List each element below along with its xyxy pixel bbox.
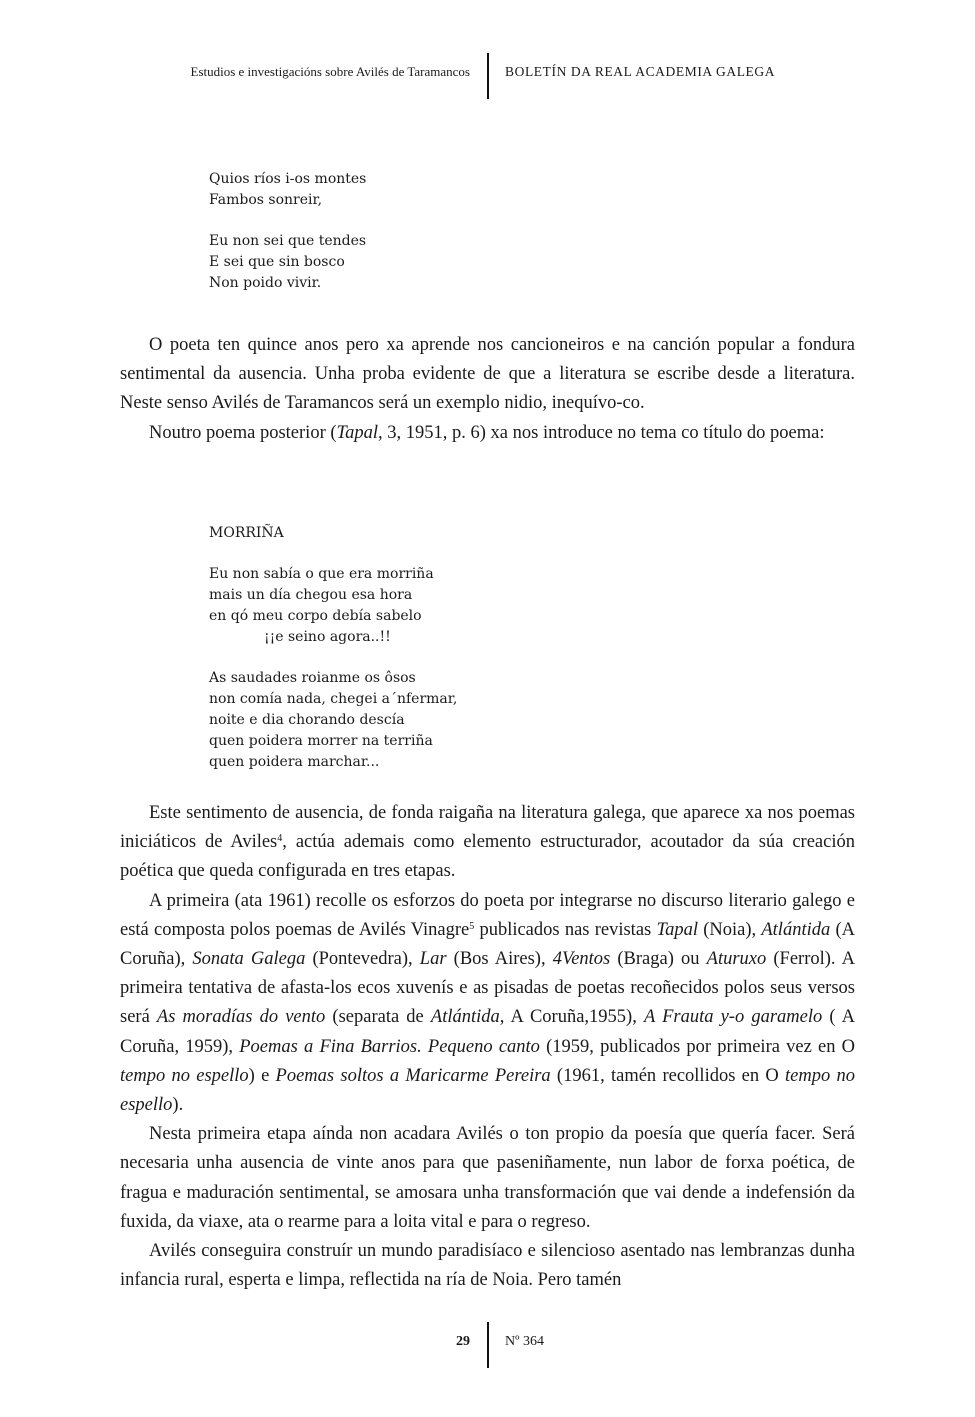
work-title: Tapal (656, 919, 698, 940)
poem-line: noite e dia chorando descía (209, 712, 405, 728)
work-title: As moradías do vento (156, 1007, 326, 1028)
poem-line: en qó meu corpo debía sabelo (209, 608, 422, 624)
poem-line: Quios ríos i-os montes (209, 171, 367, 187)
work-title: 4Ventos (552, 949, 611, 970)
poem-line: Non poido vivir. (209, 275, 322, 291)
paragraph (120, 887, 855, 1121)
paragraph: Noutro poema posterior (Tapal, 3, 1951, p. 6) xa nos introduce no tema co título do poema: (149, 422, 825, 443)
header-section-title: Estudios e investigacións sobre Avilés de Taramancos (190, 64, 470, 79)
issue-number: Nº 364 (505, 1334, 544, 1349)
work-title: Lar (419, 949, 447, 970)
text-run: ) e (248, 1065, 276, 1086)
paragraph: Este sentimento de ausencia, de fonda raigaña na literatura galega, que aparece xa nos poemas iniciáticos de Aviles$^4$, actúa ademais como elemento estructurador, acoutador da súa creación poética que queda configurada en tres etapas. (120, 803, 855, 882)
poem-line: ¡¡e seino agora..!! (264, 629, 391, 645)
text-run: publicados nas revistas (474, 919, 657, 940)
footnote-ref[interactable]: 4 (277, 833, 283, 845)
text-run: A primeira (ata 1961) recolle os esforzos do poeta por integrarse no discurso literario galego e está composta polos poemas de Avilés Vinagre (120, 890, 855, 940)
paragraph: Avilés conseguira construír un mundo paradisíaco e silencioso asentado nas lembranzas dunha infancia rural, esperta e limpa, reflectida na ría de Noia. Pero tamén (120, 1241, 855, 1291)
work-title: Aturuxo (706, 949, 767, 970)
body-paragraphs-2 (120, 799, 855, 1295)
work-title: tempo no espello (120, 1065, 249, 1086)
work-title: Atlántida (761, 919, 831, 940)
poem-morrina (209, 523, 457, 773)
poem-line: Fambos sonreir, (209, 192, 323, 208)
work-title: tempo no espello (120, 1065, 855, 1116)
paragraph: O poeta ten quince anos pero xa aprende nos cancioneiros e na canción popular a fondura sentimental da ausencia. Unha proba evidente de que a literatura se escribe desde a literatura. Neste senso Avilés de Taramancos será un exemplo nidio, inequívo-co. (120, 335, 855, 414)
text-run: ). (172, 1095, 184, 1116)
footnote-ref[interactable]: 5 (469, 920, 475, 932)
text-run: (Ferrol). A primeira tentativa de afasta-los ecos xuvenís e as pisadas de poetas recoñecidos polos seus versos será (120, 949, 855, 1028)
text-run: (A Coruña), (120, 919, 855, 970)
poem-line: Eu non sei que tendes (209, 233, 367, 249)
text-run: (Bos Aires), (446, 949, 553, 970)
text-run: (Noia), (697, 919, 762, 940)
work-title: A Frauta y-o garamelo (643, 1007, 823, 1028)
header-divider (487, 53, 489, 99)
page-number: 29 (456, 1334, 470, 1349)
text-run: (Braga) ou (610, 949, 707, 970)
poem-line: As saudades roianme os ôsos (209, 670, 416, 686)
poem-line: non comía nada, chegei a´nfermar, (209, 691, 458, 707)
poem-line: quen poidera marchar... (209, 754, 380, 770)
work-title: Sonata Galega (192, 949, 306, 970)
text-run: (1959, publicados por primeira vez en O (539, 1036, 855, 1057)
text-run: (separata de (325, 1007, 431, 1028)
poem-line: Eu non sabía o que era morriña (209, 566, 434, 582)
work-title: Atlántida (430, 1007, 500, 1028)
poem-line: quen poidera morrer na terriña (209, 733, 433, 749)
poem-line: E sei que sin bosco (209, 254, 345, 270)
work-title: Poemas a Fina Barrios. Pequeno canto (239, 1036, 540, 1057)
poem-excerpt-1 (209, 169, 366, 294)
poem-line: mais un día chegou esa hora (209, 587, 413, 603)
work-title: Poemas soltos a Maricarme Pereira (275, 1065, 551, 1086)
body-paragraphs-1 (120, 331, 855, 448)
text-run: ( A Coruña, 1959), (120, 1007, 856, 1057)
text-run: (Pontevedra), (305, 949, 420, 970)
poem-title: MORRIÑA (209, 525, 284, 541)
header-journal-title: BOLETÍN DA REAL ACADEMIA GALEGA (505, 64, 776, 79)
text-run: (1961, tamén recollidos en O (550, 1065, 786, 1086)
paragraph: Nesta primeira etapa aínda non acadara Avilés o ton propio da poesía que quería facer. Será necesaria unha ausencia de vinte anos para que paseniñamente, nun labor de forxa poética, de fragua e maduración sentimental, se amosara unha transformación que vai dende a indefensión da fuxida, da viaxe, ata o rearme para a loita vital e para o regreso. (120, 1124, 855, 1232)
text-run: , A Coruña,1955), (499, 1007, 644, 1028)
journal-title: Tapal (336, 422, 379, 443)
footer-divider (487, 1322, 489, 1368)
